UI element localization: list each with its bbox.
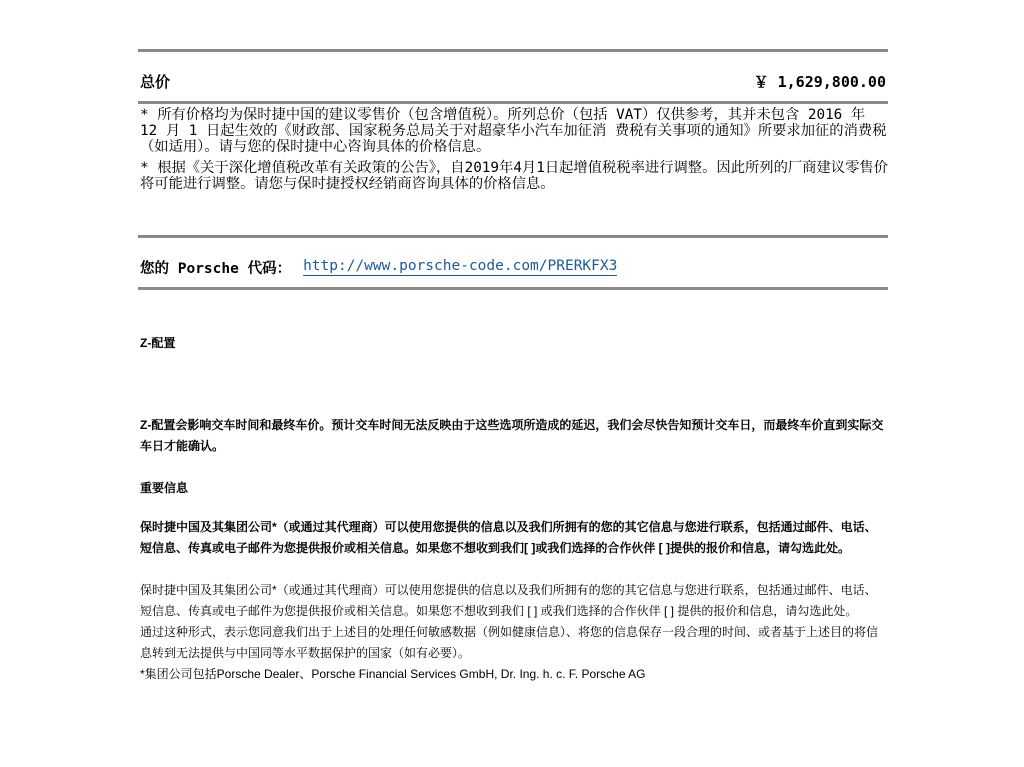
group-companies-note: *集团公司包括Porsche Dealer、Porsche Financial Services GmbH, Dr. Ing. h. c. F. Porsche AG [140,667,646,681]
z-config-text: Z-配置会影响交车时间和最终车价。预计交车时间无法反映由于这些选项所造成的延迟，我们会尽快告知预计交车日，而最终车价直到实际交车日才能确认。 [140,418,884,453]
important-info-bold [140,517,886,559]
data-processing-consent: 通过这种形式，表示您同意我们出于上述目的处理任何敏感数据（例如健康信息）、将您的信息保存一段合理的时间、或者基于上述目的将信息转到无法提供与中国同等水平数据保护的国家（如有必要）。 [140,625,879,660]
price-note: * 所有价格均为保时捷中国的建议零售价（包含增值税）。所列总价（包括 VAT）仅供参考，其并未包含 2016 年 12 月 1 日起生效的《财政部、国家税务总局关于对超豪华小汽车加征消 费税有关事项的通知》所要求加征的消费税（如适用）。请与您的保时捷中心咨询具体的价格信息。 [140,107,887,155]
divider [138,49,888,52]
total-price-row [140,70,886,92]
contact-consent: 保时捷中国及其集团公司*（或通过其代理商）可以使用您提供的信息以及我们所拥有的您的其它信息与您进行联系，包括通过邮件、电话、短信息、传真或电子邮件为您提供报价或相关信息。如果您不想收到我们 [ ] 或我们选择的合作伙伴 [ ] 提供的报价和信息，请勾选此处。 [140,583,877,618]
porsche-code-label: 您的 Porsche 代码： [140,260,292,277]
contact-consent-bold: 保时捷中国及其集团公司*（或通过其代理商）可以使用您提供的信息以及我们所拥有的您的其它信息与您进行联系，包括通过邮件、电话、短信息、传真或电子邮件为您提供报价或相关信息。如果您不想收到我们[ ]或我们选择的合作伙伴 [ ]提供的报价和信息，请勾选此处。 [140,520,877,555]
price-notes [140,107,888,197]
divider [138,101,888,104]
z-config-title: Z-配置 [140,336,176,350]
total-price-label: 总价 [140,72,171,91]
divider [138,287,888,290]
important-info-normal [140,580,886,685]
divider [138,235,888,238]
porsche-code-link[interactable]: http://www.porsche-code.com/PRERKFX3 [303,258,618,274]
important-info-title: 重要信息 [140,481,189,495]
total-price-value: ￥ 1,629,800.00 [753,72,886,91]
porsche-code-row [140,256,886,278]
price-note: * 根据《关于深化增值税改革有关政策的公告》，自2019年4月1日起增值税税率进行调整。因此所列的厂商建议零售价将可能进行调整。请您与保时捷授权经销商咨询具体的价格信息。 [140,160,888,192]
